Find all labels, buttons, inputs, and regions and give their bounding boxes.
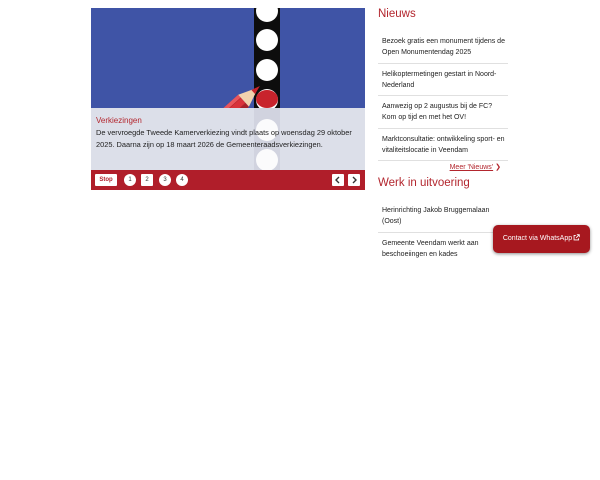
news-item[interactable]: Marktconsultatie: ontwikkeling sport- en vitaliteitslocatie in Veendam	[378, 129, 508, 162]
chevron-left-icon	[332, 174, 344, 186]
works-section-title: Werk in uitvoering	[378, 177, 470, 189]
news-list	[378, 31, 508, 161]
slide-page-3-button[interactable]: 3	[159, 174, 171, 186]
chevron-right-icon: ❯	[495, 164, 501, 171]
whatsapp-contact-button[interactable]	[493, 225, 590, 253]
slider-controls	[91, 170, 365, 190]
news-item[interactable]: Aanwezig op 2 augustus bij de FC? Kom op tijd en met het OV!	[378, 96, 508, 129]
works-list	[378, 200, 508, 265]
previous-slide-button[interactable]	[332, 174, 344, 186]
news-item[interactable]: Helikoptermetingen gestart in Noord-Nederland	[378, 64, 508, 97]
slide-caption[interactable]	[91, 108, 365, 170]
stop-button[interactable]: Stop	[95, 174, 117, 186]
more-news-label: Meer 'Nieuws'	[449, 164, 494, 171]
news-item[interactable]: Bezoek gratis een monument tijdens de Open Monumentendag 2025	[378, 31, 508, 64]
works-item[interactable]: Herinrichting Jakob Bruggemalaan (Oost)	[378, 200, 508, 233]
next-slide-button[interactable]	[348, 174, 360, 186]
news-slider[interactable]	[91, 8, 365, 182]
slide-page-1-button[interactable]: 1	[124, 174, 136, 186]
slide-caption-text: De vervroegde Tweede Kamerverkiezing vindt plaats op woensdag 29 oktober 2025. Daarna zijn op 18 maart 2026 de Gemeenteraadsverkiezingen.	[96, 128, 352, 149]
ballot-pencil-illustration	[91, 8, 365, 108]
slide-caption-title[interactable]: Verkiezingen	[96, 116, 142, 125]
news-section-title: Nieuws	[378, 8, 416, 20]
whatsapp-contact-label: Contact via WhatsApp	[502, 235, 573, 242]
external-link-icon	[573, 234, 580, 241]
slide-image-ballot-pencil[interactable]	[91, 8, 365, 108]
chevron-right-icon	[348, 174, 360, 186]
slide-page-4-button[interactable]: 4	[176, 174, 188, 186]
works-item[interactable]: Gemeente Veendam werkt aan beschoeiingen en kades	[382, 239, 479, 258]
slide-page-2-button[interactable]: 2	[141, 174, 153, 186]
more-news-link[interactable]	[450, 163, 501, 171]
